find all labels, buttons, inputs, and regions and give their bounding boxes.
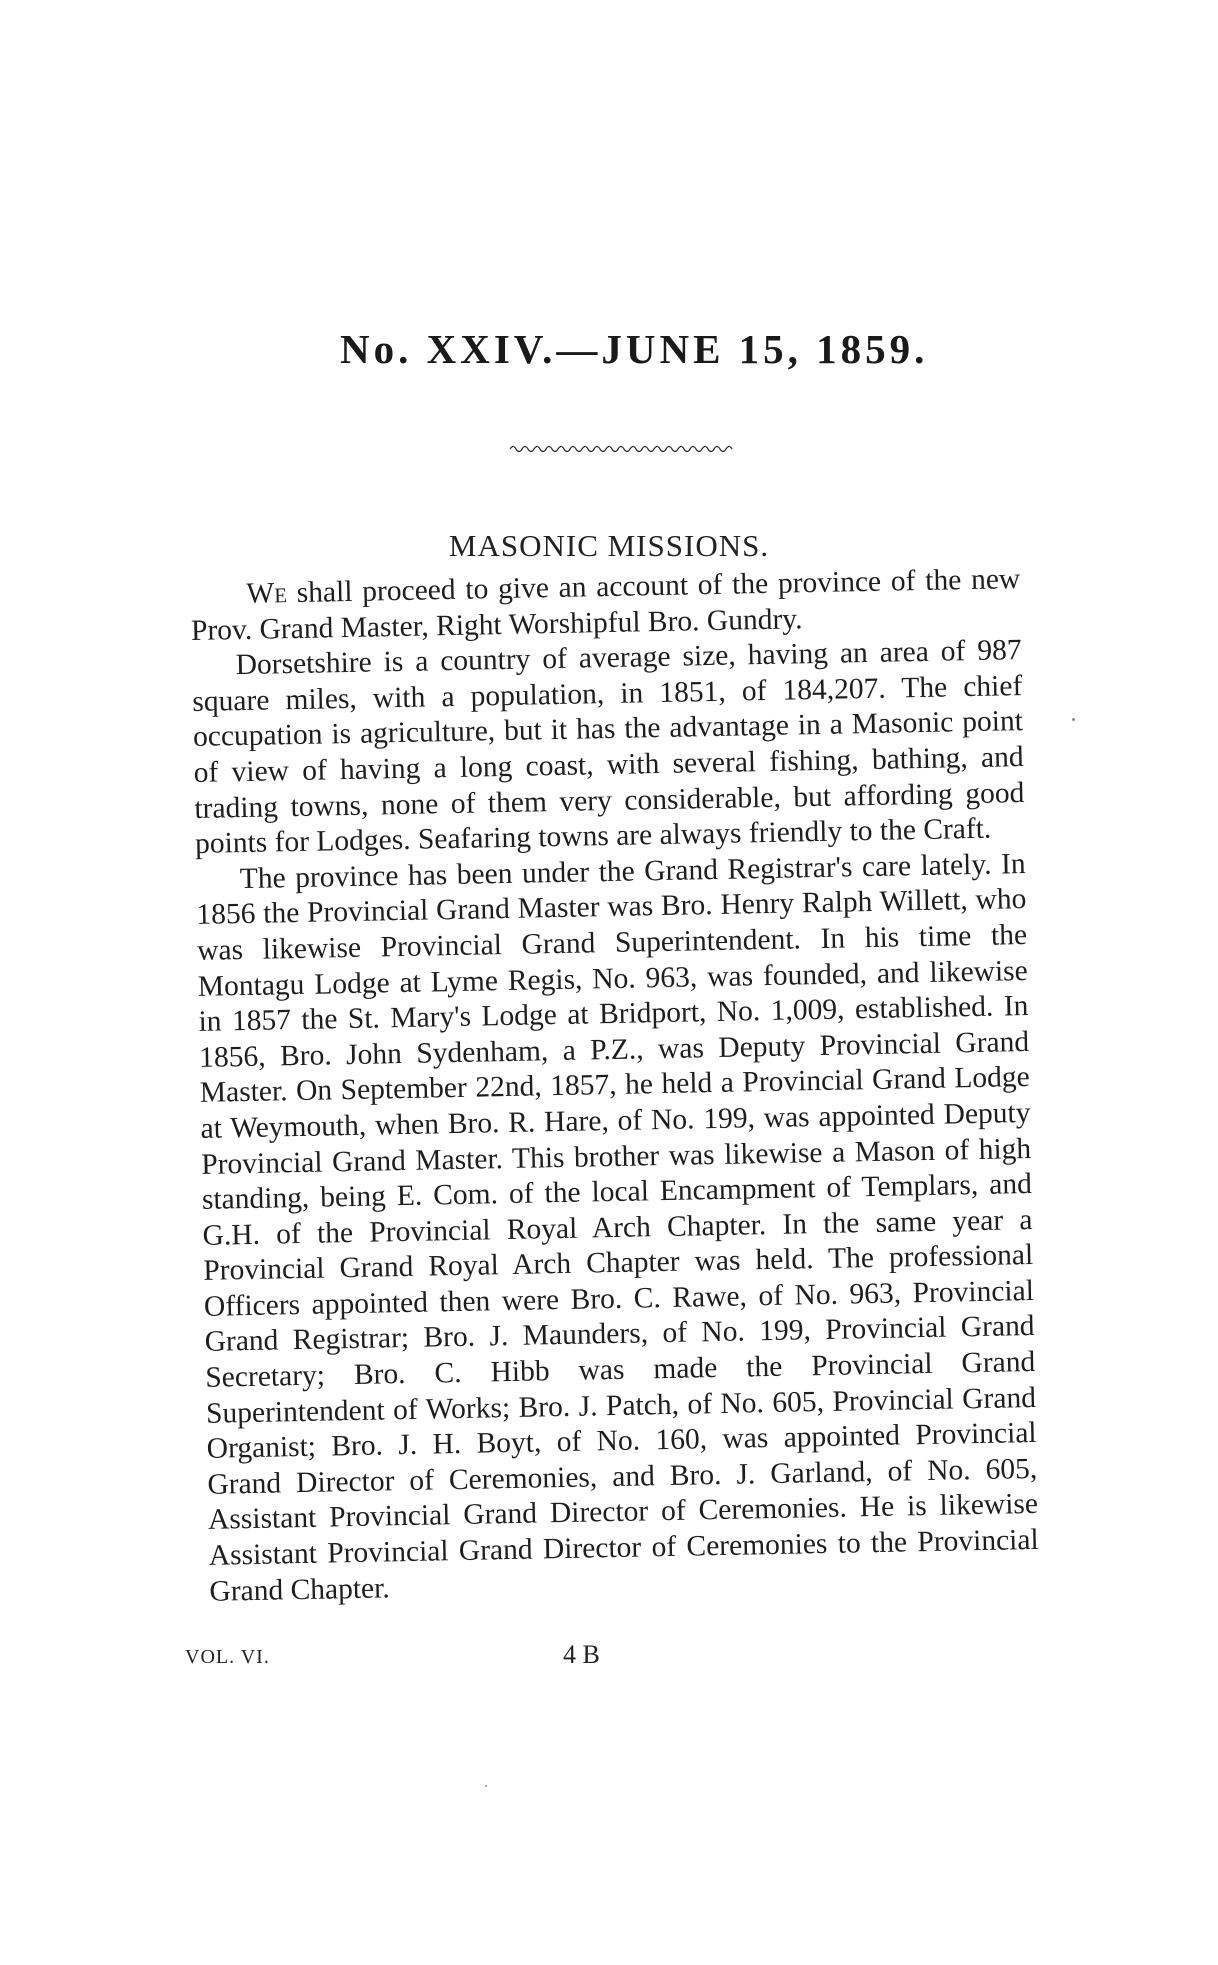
paragraph-text: shall proceed to give an account of the province of the new Prov. Grand Master, Right Worshipful Bro. Gundry. xyxy=(190,563,1021,647)
paragraph-lead-word: We xyxy=(246,577,288,610)
decorative-rule xyxy=(508,440,738,456)
paragraph-2: Dorsetshire is a country of average size, having an area of 987 square miles, with a population, in 1851, of 184,207. The chief occupation is agriculture, but it has the advantage in a Masonic point of view of having a long coast, with several fishing, bathing, and trading towns, none of them very considerable, but affording good points for Lodges. Seafaring towns are always friendly to the Craft. xyxy=(192,634,1025,861)
article-body xyxy=(190,562,1040,1610)
issue-heading: No. XXIV.—JUNE 15, 1859. xyxy=(340,326,929,372)
volume-label: VOL. VI. xyxy=(185,1646,270,1668)
paragraph-3: The province has been under the Grand Registrar's care lately. In 1856 the Provincial Grand Master was Bro. Henry Ralph Willett, who was likewise Provincial Grand Superintendent. In his time the Montagu Lodge at Lyme Regis, No. 963, was founded, and likewise in 1857 the St. Mary's Lodge at Bridport, No. 1,009, established. In 1856, Bro. John Sydenham, a P.Z., was Deputy Provincial Grand Master. On September 22nd, 1857, he held a Provincial Grand Lodge at Weymouth, when Bro. R. Hare, of No. 199, was appointed Deputy Provincial Grand Master. This brother was likewise a Mason of high standing, being E. Com. of the local Encampment of Templars, and G.H. of the Provincial Royal Arch Chapter. In the same year a Provincial Grand Royal Arch Chapter was held. The professional Officers appointed then were Bro. C. Rawe, of No. 963, Provincial Grand Registrar; Bro. J. Maunders, of No. 199, Provincial Grand Secretary; Bro. C. Hibb was made the Provincial Grand Superintendent of Works; Bro. J. Patch, of No. 605, Provincial Grand Organist; Bro. J. H. Boyt, of No. 160, was appointed Provincial Grand Director of Ceremonies, and Bro. J. Garland, of No. 605, Assistant Provincial Grand Director of Ceremonies. He is likewise Assistant Provincial Grand Director of Ceremonies to the Provincial Grand Chapter. xyxy=(196,847,1039,1608)
article-title: MASONIC MISSIONS. xyxy=(448,528,770,563)
paper-speck xyxy=(485,1785,487,1787)
paper-speck xyxy=(1072,718,1075,721)
signature-mark: 4 B xyxy=(563,1640,600,1669)
